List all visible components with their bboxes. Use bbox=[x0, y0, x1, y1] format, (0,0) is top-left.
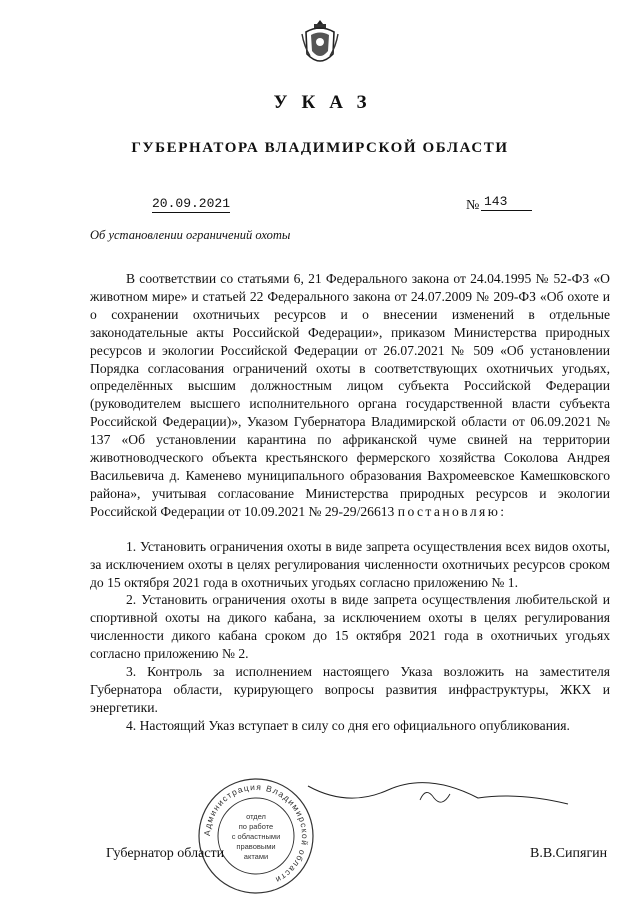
document-date: 20.09.2021 bbox=[152, 196, 231, 211]
number-label: № bbox=[466, 198, 480, 213]
document-issuer: ГУБЕРНАТОРА ВЛАДИМИРСКОЙ ОБЛАСТИ bbox=[131, 140, 509, 156]
clause-4: 4. Настоящий Указ вступает в силу со дня его официального опубликования. bbox=[126, 717, 570, 733]
stamp-line: актами bbox=[243, 852, 269, 861]
preamble-text: В соответствии со статьями 6, 21 Федерального закона от 24.04.1995 № 52-ФЗ «О животном мире» и статьей 22 Федерального закона от 24.07.2009 № 209-ФЗ «Об охоте и о сохранении охотничьих ресурсов и о внесении изменений в отдельные законодательные акты Российской Федерации», приказом Министерства природных ресурсов и экологии Российской Федерации от 26.07.2021 № 509 «Об установлении Порядка согласования ограничений охоты в соответствующих охотничьих угодьях, определённых высшим должностным лицом субъекта Российской Федерации (руководителем высшего исполнительного органа государственной власти субъекта Российской Федерации)», Указом Губернатора Владимирской области от 06.09.2021 № 137 «Об установлении карантина по африканской чуме свиней на территории животноводческого объекта крестьянского фермерского хозяйства Соколова Андрея Васильевича д. Каменево муниципального образования Вахромеевское Камешковского района», учитывая согласование Министерства природных ресурсов и экологии Российской Федерации от 10.09.2021 № 29-29/26613 bbox=[90, 271, 610, 519]
stamp-line: правовыми bbox=[236, 842, 276, 851]
document-title: УКАЗ bbox=[273, 92, 381, 113]
clause-3: 3. Контроль за исполнением настоящего Указа возложить на заместителя Губернатора области, курирующего вопросы развития инфраструктуры, ЖКХ и энергетики. bbox=[90, 664, 610, 715]
preamble-paragraph bbox=[90, 270, 610, 521]
stamp-line: с областными bbox=[231, 832, 281, 841]
official-stamp bbox=[196, 776, 316, 896]
document-number: 143 bbox=[481, 194, 532, 211]
stamp-line: отдел bbox=[246, 812, 266, 821]
document-subject: Об установлении ограничений охоты bbox=[90, 228, 291, 242]
stamp-ring-text: Администрация Владимирской области bbox=[201, 781, 311, 886]
handwritten-signature bbox=[300, 780, 600, 810]
signatory-role: Губернатор области bbox=[106, 846, 225, 861]
clause-1: 1. Установить ограничения охоты в виде запрета осуществления всех видов охоты, за исключением охоты в целях регулирования численности охотничьих ресурсов сроком до 15 октября 2021 года в охотничьих угодьях согласно приложению № 1. bbox=[90, 538, 610, 590]
decree-word: постановляю: bbox=[397, 503, 507, 519]
signatory-name: В.В.Сипягин bbox=[530, 846, 608, 861]
coat-of-arms-icon bbox=[300, 18, 340, 70]
document-body bbox=[90, 270, 610, 735]
clause-2: 2. Установить ограничения охоты в виде запрета осуществления любительской и спортивной охоты на дикого кабана, за исключением охоты в целях регулирования численности дикого кабана сроком до 15 октября 2021 года в охотничьих угодьях согласно приложению № 2. bbox=[90, 592, 610, 662]
stamp-line: по работе bbox=[238, 822, 274, 831]
